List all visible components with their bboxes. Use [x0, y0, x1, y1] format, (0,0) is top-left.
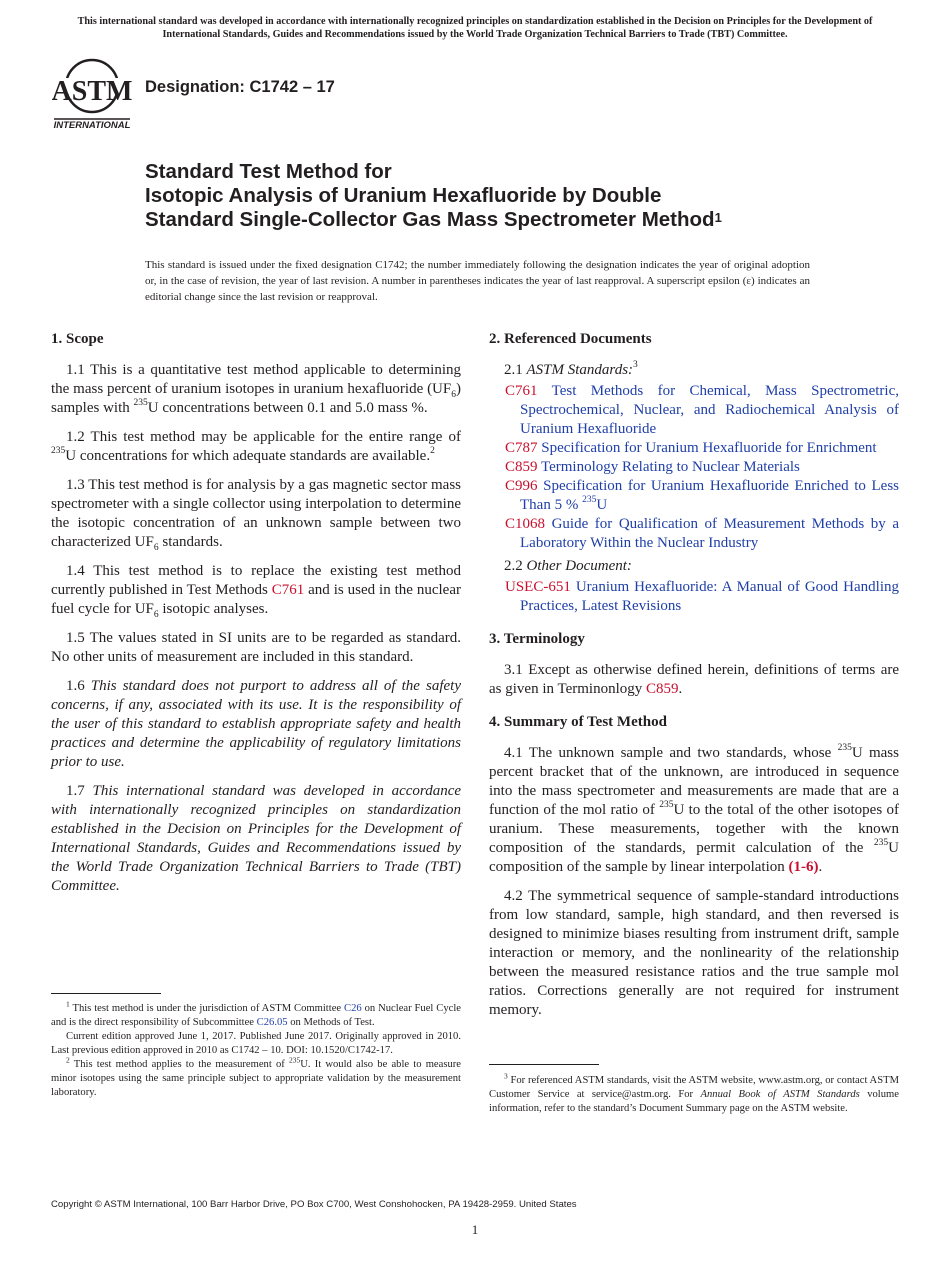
reference-c996[interactable] — [489, 477, 899, 515]
referenced-documents-heading: 2. Referenced Documents — [489, 331, 652, 347]
title-line-2: Isotopic Analysis of Uranium Hexafluoride by Double — [145, 184, 662, 207]
international-standard-notice: This international standard was developed in accordance with internationally recognized principles on standardization established in the Decision on Principles for the Development of International Standards, Guides and Recommendations issued by the World Trade Organization Technical Barriers to Trade (TBT) Committee. — [77, 16, 873, 40]
astm-standards-subheading: 2.1 ASTM Standards:$^3$ — [504, 360, 638, 378]
footnote-ref-2[interactable]: 2 — [430, 446, 435, 456]
ref-code[interactable]: USEC-651 — [505, 579, 571, 595]
document-title — [145, 160, 845, 232]
scope-para-1-7: 1.7 This international standard was developed in accordance with internationally recognized principles on standardization established in the Decision on Principles for the Development of International Standards, Guides and Recommendations issued by the World Trade Organization Technical Barriers to Trade (TBT) Committee. — [51, 783, 462, 894]
reference-c859[interactable] — [489, 458, 899, 477]
reference-usec-651[interactable] — [489, 578, 899, 616]
designation: Designation: C1742 – 17 — [145, 78, 335, 96]
ref-title[interactable]: Uranium Hexafluoride: A Manual of Good Handling Practices, Latest Revisions — [520, 579, 899, 614]
terminology-para-3-1: 3.1 Except as otherwise defined herein, definitions of terms are as given in Terminonlogy C859. — [489, 662, 899, 697]
summary-para-4-1: 4.1 The unknown sample and two standards, whose $^{235}$U mass percent bracket that of the unknown, are introduced in sequence into the mass spectrometer and measurements are made that are a function of the mol ratio of $^{235}$U to the total of the other isotopes of uranium. These measurements, together with the known composition of the standards, permit calculation of the $^{235}$U composition of the sample by linear interpolation (1-6). — [489, 743, 899, 875]
ref-code[interactable]: C1068 — [505, 516, 546, 532]
reference-c787[interactable] — [489, 439, 899, 458]
footnote-1-edition: Current edition approved June 1, 2017. Published June 2017. Originally approved in 2010. Last previous edition approved in 2010 as C1742 – 10. DOI: 10.1520/C1742-17. — [51, 1031, 461, 1056]
footnote-ref-3[interactable]: 3 — [633, 360, 638, 370]
footnote-divider-left — [51, 993, 161, 994]
ref-code[interactable]: C787 — [505, 440, 538, 456]
copyright-notice: Copyright © ASTM International, 100 Barr Harbor Drive, PO Box C700, West Conshohocken, PA 19428-2959. United States — [51, 1199, 577, 1210]
summary-para-4-2: 4.2 The symmetrical sequence of sample-standard introductions from low standard, sample, high standard, and then reversed is designed to minimize biases resulting from instrument drift, sample interaction or memory, and the nonlinearity of the relationship between the measured resistance ratios and the true sample mol ratios. Corrections generally are not required for instrument memory. — [489, 888, 899, 1018]
other-document-subheading: 2.2 Other Document: — [504, 558, 632, 574]
reference-c761[interactable] — [489, 382, 899, 439]
ref-code[interactable]: C761 — [505, 383, 538, 399]
scope-para-1-5: 1.5 The values stated in SI units are to be regarded as standard. No other units of measurement are included in this standard. — [51, 630, 461, 665]
left-column — [51, 330, 461, 906]
scope-heading: 1. Scope — [51, 331, 104, 347]
astm-logo — [52, 56, 134, 132]
title-line-3 — [145, 208, 845, 232]
ref-title[interactable]: Terminology Relating to Nuclear Materials — [541, 459, 800, 475]
ref-title[interactable]: Specification for Uranium Hexafluoride Enriched to Less Than 5 % $^{235}$U — [520, 478, 900, 513]
ref-code[interactable]: C859 — [505, 459, 538, 475]
ref-title[interactable]: Test Methods for Chemical, Mass Spectrometric, Spectrochemical, Nuclear, and Radiochemical Analysis of Uranium Hexafluoride — [520, 383, 899, 437]
title-line-1: Standard Test Method for — [145, 160, 392, 183]
link-c26[interactable]: C26 — [344, 1003, 362, 1014]
link-c761[interactable]: C761 — [271, 582, 305, 598]
footnotes-left — [51, 999, 461, 1100]
title-line-3-text: Standard Single-Collector Gas Mass Spectrometer Method — [145, 208, 715, 231]
logo-subtext: INTERNATIONAL — [53, 120, 131, 131]
ref-title[interactable]: Specification for Uranium Hexafluoride for Enrichment — [541, 440, 877, 456]
title-footnote-mark: 1 — [714, 210, 722, 225]
summary-heading: 4. Summary of Test Method — [489, 714, 667, 730]
footnote-divider-right — [489, 1064, 599, 1065]
footnotes-right — [489, 1071, 899, 1116]
issue-note: This standard is issued under the fixed designation C1742; the number immediately following the designation indicates the year of original adoption or, in the case of revision, the year of last revision. A number in parentheses indicates the year of last reapproval. A superscript epsilon (ε) indicates an editorial change since the last revision or reapproval. — [145, 259, 810, 303]
logo-wordmark: ASTM — [52, 76, 133, 107]
scope-para-1-1: 1.1 This is a quantitative test method applicable to determining the mass percent of uranium isotopes in uranium hexafluoride $(UF_6)$ samples with $^{235}$U concentrations between 0.1 and 5.0 mass %. — [51, 362, 461, 416]
reference-c1068[interactable] — [489, 515, 899, 553]
link-c859[interactable]: C859 — [646, 681, 679, 697]
scope-para-1-2: 1.2 This test method may be applicable for the entire range of $^{235}$U concentrations for which adequate standards are available.$^2$ — [51, 429, 461, 464]
ref-code[interactable]: C996 — [505, 478, 538, 494]
footnote-3: $^3$ For referenced ASTM standards, visit the ASTM website, www.astm.org, or contact ASTM Customer Service at service@astm.org. For Annual Book of ASTM Standards volume information, refer to the standard’s Document Summary page on the ASTM website. — [489, 1071, 899, 1114]
footnote-1: $^1$ This test method is under the jurisdiction of ASTM Committee C26 on Nuclear Fuel Cycle and is the direct responsibility of Subcommittee C26.05 on Methods of Test. — [51, 999, 461, 1028]
page-number: 1 — [471, 1222, 479, 1237]
scope-para-1-6: 1.6 This standard does not purport to address all of the safety concerns, if any, associated with its use. It is the responsibility of the user of this standard to establish appropriate safety and health practices and determine the applicability of regulatory limitations prior to use. — [51, 678, 461, 770]
scope-para-1-4: 1.4 This test method is to replace the existing test method currently published in Test Methods C761 and is used in the nuclear fuel cycle for $UF_6$ isotopic analyses. — [51, 563, 461, 620]
terminology-heading: 3. Terminology — [489, 631, 585, 647]
reference-citation-link[interactable]: (1-6) — [788, 859, 819, 875]
footnote-2: $^2$ This test method applies to the measurement of $^{235}$U. It would also be able to measure minor isotopes using the same principle subject to appropriate validation by the measurement laboratory. — [51, 1055, 461, 1098]
link-c26-05[interactable]: C26.05 — [256, 1017, 288, 1028]
scope-para-1-3: 1.3 This test method is for analysis by a gas magnetic sector mass spectrometer with a single collector using interpolation to determine the isotopic concentration of an unknown sample between two characterized $UF_6$ standards. — [51, 477, 461, 553]
ref-title[interactable]: Guide for Qualification of Measurement Methods by a Laboratory Within the Nuclear Industry — [520, 516, 900, 551]
right-column — [489, 330, 899, 1030]
